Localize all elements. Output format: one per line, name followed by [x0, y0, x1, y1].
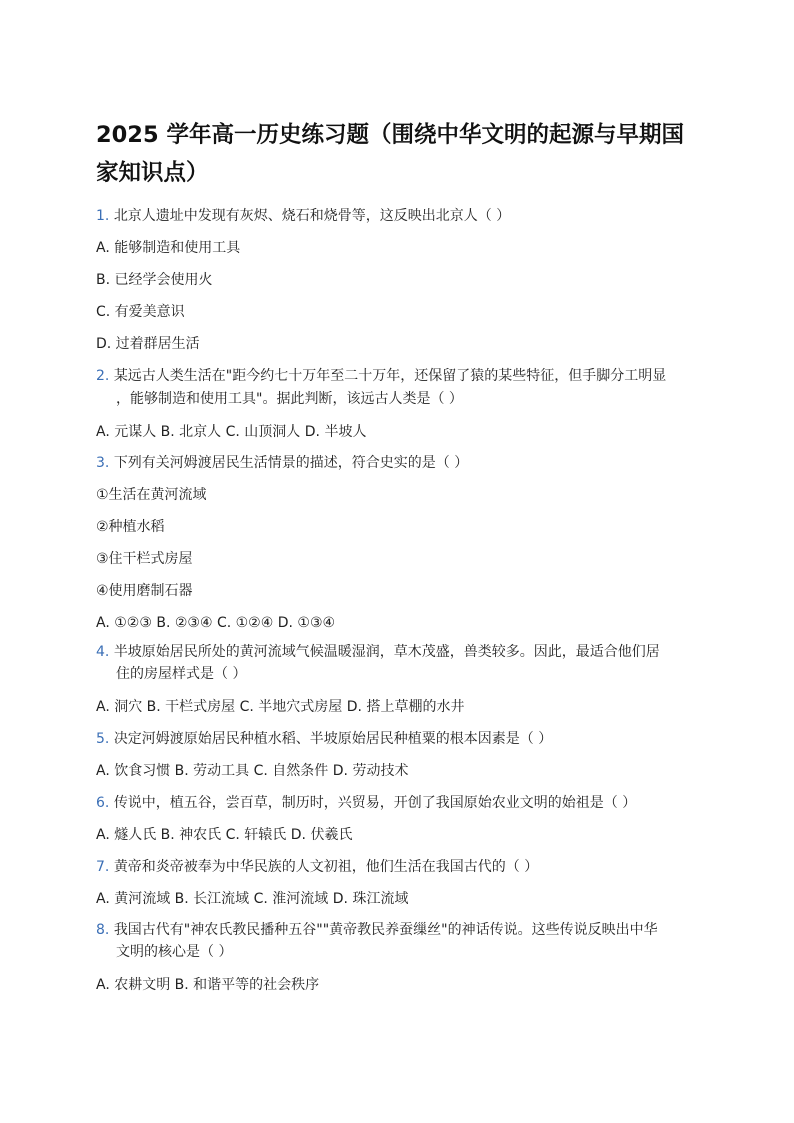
question-number: 6.	[96, 795, 110, 811]
option-a: A. 能够制造和使用工具	[96, 240, 241, 256]
question-stem-continued: 住的房屋样式是（ ）	[116, 666, 247, 682]
question-stem-continued: 文明的核心是（ ）	[116, 944, 233, 960]
question-stem: 决定河姆渡原始居民种植水稻、半坡原始居民种植粟的根本因素是（ ）	[113, 731, 553, 747]
statement-1: ①生活在黄河流域	[96, 487, 207, 503]
page-title: 2025 学年高一历史练习题（围绕中华文明的起源与早期国家知识点）	[96, 122, 684, 186]
question-number: 3.	[96, 455, 110, 471]
options-line: A. 元谋人 B. 北京人 C. 山顶洞人 D. 半坡人	[96, 424, 367, 440]
question-7	[96, 856, 538, 878]
options-line: A. 饮食习惯 B. 劳动工具 C. 自然条件 D. 劳动技术	[96, 763, 409, 779]
option-b: B. 已经学会使用火	[96, 272, 213, 288]
options-line: A. 燧人氏 B. 神农氏 C. 轩辕氏 D. 伏羲氏	[96, 827, 353, 843]
options-line: A. 洞穴 B. 干栏式房屋 C. 半地穴式房屋 D. 搭上草棚的水井	[96, 699, 465, 715]
question-1	[96, 205, 510, 227]
question-stem: 下列有关河姆渡居民生活情景的描述，符合史实的是（ ）	[113, 455, 469, 471]
question-stem: 北京人遗址中发现有灰烬、烧石和烧骨等，这反映出北京人（ ）	[113, 208, 511, 224]
options-line: A. 农耕文明 B. 和谐平等的社会秩序	[96, 977, 320, 993]
question-stem: 半坡原始居民所处的黄河流域气候温暖湿润，草木茂盛，兽类较多。因此，最适合他们居	[113, 644, 660, 660]
options-line: A. ①②③ B. ②③④ C. ①②④ D. ①③④	[96, 615, 336, 631]
question-stem: 黄帝和炎帝被奉为中华民族的人文初祖，他们生活在我国古代的（ ）	[113, 859, 539, 875]
question-stem-continued: ，能够制造和使用工具"。据此判断，该远古人类是（ ）	[116, 391, 463, 407]
option-d: D. 过着群居生活	[96, 336, 200, 352]
statement-2: ②种植水稻	[96, 519, 165, 535]
question-8	[96, 919, 658, 941]
statement-3: ③住干栏式房屋	[96, 551, 193, 567]
question-2	[96, 365, 666, 387]
question-number: 5.	[96, 731, 110, 747]
question-number: 1.	[96, 208, 110, 224]
question-4	[96, 641, 660, 663]
question-number: 8.	[96, 922, 110, 938]
question-stem: 传说中，植五谷，尝百草，制历时，兴贸易，开创了我国原始农业文明的始祖是（ ）	[113, 795, 637, 811]
statement-4: ④使用磨制石器	[96, 583, 193, 599]
option-c: C. 有爱美意识	[96, 304, 185, 320]
question-5	[96, 728, 552, 750]
options-line: A. 黄河流域 B. 长江流域 C. 淮河流域 D. 珠江流域	[96, 891, 409, 907]
question-number: 4.	[96, 644, 110, 660]
question-3	[96, 452, 468, 474]
question-6	[96, 792, 636, 814]
question-stem: 我国古代有"神农氏教民播种五谷""黄帝教民养蚕缫丝"的神话传说。这些传说反映出中华	[113, 922, 658, 938]
question-number: 2.	[96, 368, 110, 384]
question-number: 7.	[96, 859, 110, 875]
question-stem: 某远古人类生活在"距今约七十万年至二十万年，还保留了猿的某些特征，但手脚分工明显	[113, 368, 667, 384]
